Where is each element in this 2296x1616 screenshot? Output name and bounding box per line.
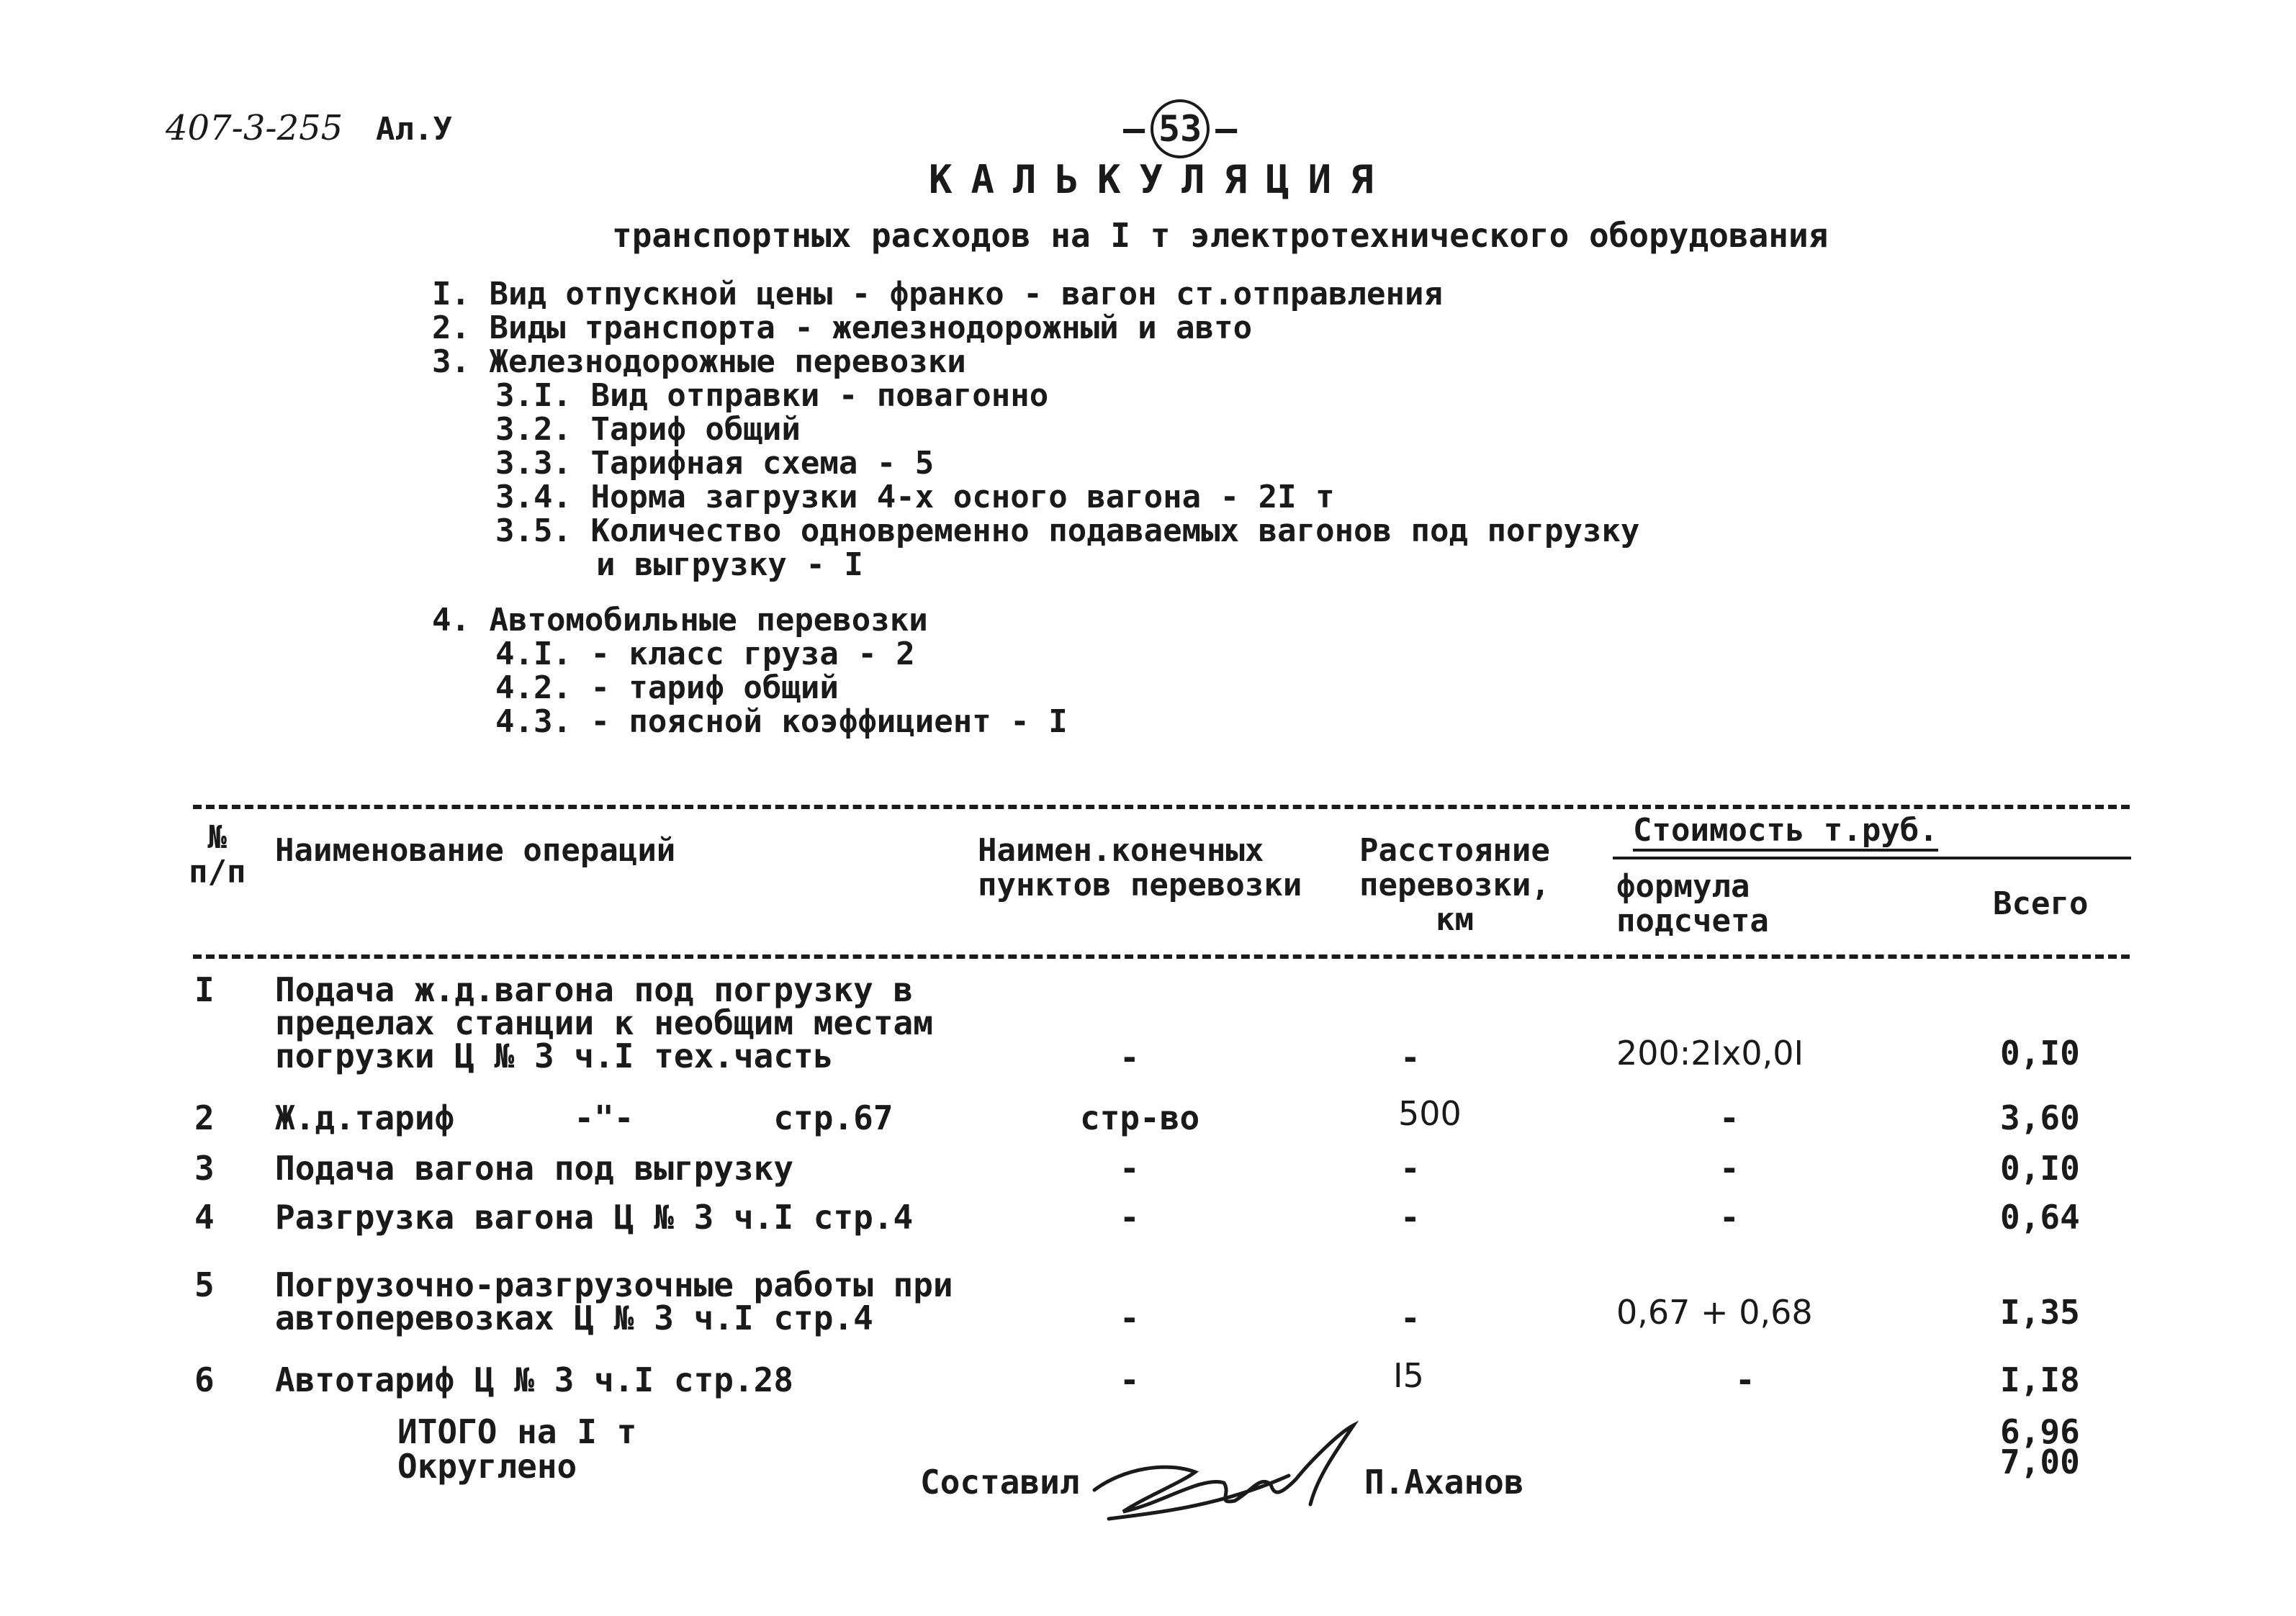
param-item: 3.I. Вид отправки - повагонно [495, 377, 1049, 414]
total-value: 6,96 [2000, 1412, 2080, 1451]
row-formula: - [1719, 1149, 1739, 1188]
param-item: 3. Железнодорожные перевозки [432, 343, 966, 380]
param-item: 4.3. - поясной коэффициент - I [495, 703, 1068, 740]
row-num: 4 [194, 1198, 215, 1237]
header-distance: Расстояние перевозки, км [1359, 832, 1550, 938]
header-name: Наименование операций [275, 832, 676, 869]
row-num: I [194, 970, 215, 1009]
row-total: 0,I0 [2000, 1149, 2080, 1188]
row-distance: - [1400, 1299, 1421, 1337]
row-num: 5 [194, 1265, 215, 1304]
header-formula: формула подсчета [1616, 868, 1769, 939]
param-item: и выгрузку - I [596, 546, 863, 583]
row-total: 0,I0 [2000, 1034, 2080, 1073]
row-distance: I5 [1393, 1356, 1424, 1395]
document-subtitle: транспортных расходов на I т электротехнического оборудования [612, 216, 1829, 255]
parameters-list [432, 277, 1639, 739]
param-item: 3.2. Тариф общий [495, 411, 801, 448]
row-total: 0,64 [2000, 1198, 2080, 1237]
row-total: 3,60 [2000, 1098, 2080, 1137]
header-cost-group: Стоимость т.руб. [1633, 813, 1938, 848]
row-points: - [1120, 1038, 1140, 1077]
compiled-label: Составил [920, 1463, 1080, 1502]
row-distance: - [1400, 1198, 1421, 1237]
row-formula: - [1735, 1360, 1755, 1399]
total-label: ИТОГО на I т [397, 1412, 637, 1451]
row-name: Погрузочно-разгрузочные работы при автоперевозках Ц № 3 ч.I стр.4 [275, 1265, 953, 1337]
row-num: 2 [194, 1098, 215, 1137]
cost-group-rule [1613, 857, 2131, 859]
row-name: Автотариф Ц № 3 ч.I стр.28 [275, 1360, 794, 1399]
param-item: 3.5. Количество одновременно подаваемых вагонов под погрузку [495, 513, 1640, 549]
row-distance: 500 [1398, 1094, 1462, 1133]
row-name: Подача вагона под выгрузку [275, 1149, 794, 1188]
param-item: 4.2. - тариф общий [495, 669, 839, 706]
row-points: - [1120, 1360, 1140, 1399]
row-name: Подача ж.д.вагона под погрузку в пределах станции к необщим местам погрузки Ц № 3 ч.I тех.часть [275, 970, 933, 1075]
row-points: стр-во [1080, 1098, 1200, 1137]
param-item: 4.I. - класс груза - 2 [495, 636, 915, 672]
row-formula: 200:2Iх0,0I [1616, 1034, 1804, 1073]
rounded-label: Округлено [397, 1447, 577, 1486]
param-item: 4. Автомобильные перевозки [432, 602, 928, 638]
document-title: КАЛЬКУЛЯЦИЯ [929, 157, 1392, 202]
param-item: 3.3. Тарифная схема - 5 [495, 445, 935, 482]
row-points: - [1120, 1299, 1140, 1337]
page-number: – 53 – [1123, 99, 1237, 158]
row-num: 3 [194, 1149, 215, 1188]
header-total: Всего [1993, 885, 2089, 922]
row-total: I,I8 [2000, 1360, 2080, 1399]
row-total: I,35 [2000, 1293, 2080, 1332]
param-item: 3.4. Норма загрузки 4-х осного вагона - 2I т [495, 479, 1335, 515]
table-header-rule [193, 954, 2130, 959]
param-item: 2. Виды транспорта - железнодорожный и авто [432, 310, 1253, 346]
row-formula: - [1719, 1098, 1739, 1137]
row-num: 6 [194, 1360, 215, 1399]
param-item: I. Вид отпускной цены - франко - вагон ст.отправления [432, 276, 1443, 312]
header-points: Наимен.конечных пунктов перевозки [978, 832, 1302, 903]
signature-mark [1080, 1404, 1368, 1533]
row-distance: - [1400, 1149, 1421, 1188]
row-formula: 0,67 + 0,68 [1616, 1293, 1813, 1332]
rounded-value: 7,00 [2000, 1443, 2080, 1481]
album-label: Ал.У [376, 111, 452, 148]
compiler-name: П.Аханов [1364, 1463, 1524, 1502]
header-num: № п/п [189, 819, 246, 890]
row-name: Ж.д.тариф -"- стр.67 [275, 1098, 893, 1137]
document-code: 407-3-255 Ал.У [166, 108, 452, 148]
row-name: Разгрузка вагона Ц № 3 ч.I стр.4 [275, 1198, 914, 1237]
table-top-rule [193, 805, 2130, 809]
row-points: - [1120, 1149, 1140, 1188]
row-formula: - [1719, 1198, 1739, 1237]
row-points: - [1120, 1198, 1140, 1237]
row-distance: - [1400, 1038, 1421, 1077]
